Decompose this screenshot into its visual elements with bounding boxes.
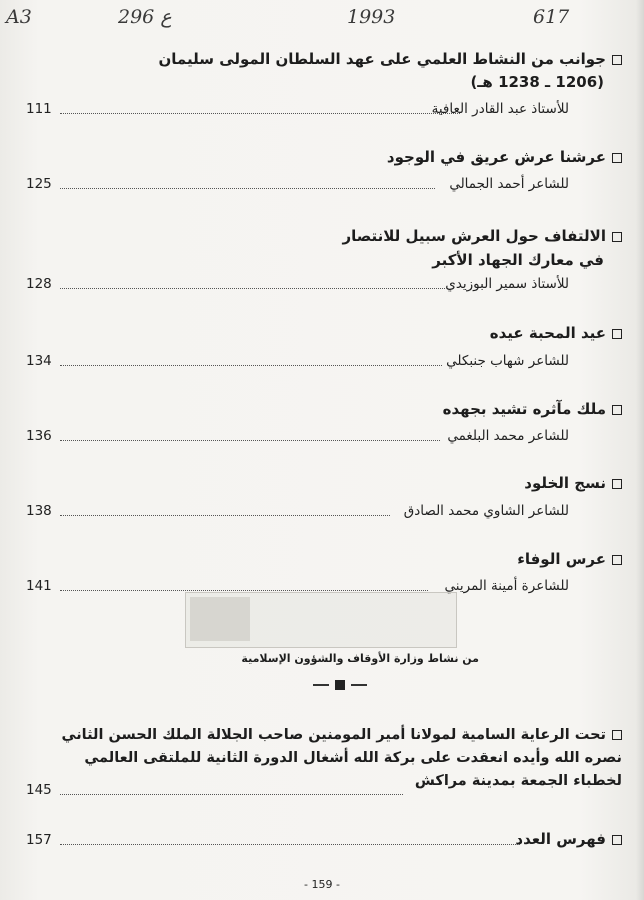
separator-bar-left [313,684,329,686]
bullet-square-icon [612,153,622,163]
bullet-square-icon [612,55,622,65]
toc-entry-title-line2: في معارك الجهاد الأكبر [432,251,604,269]
dot-leader [60,515,390,516]
section-heading: من نشاط وزارة الأوقاف والشؤون الإسلامية [241,652,479,665]
dot-leader [60,113,460,114]
bullet-square-icon [612,730,622,740]
dot-leader [60,365,442,366]
toc-page-number: 134 [26,353,52,369]
toc-page-number: 111 [26,101,52,117]
toc-author: للشاعرة أمينة المريني [444,578,569,594]
dot-leader [60,844,520,845]
toc-author-row [0,176,644,196]
toc-page-number: 138 [26,503,52,519]
activity-line: لخطباء الجمعة بمدينة مراكش [414,773,622,789]
toc-entry-title: نسج الخلود [524,474,622,492]
page-footer-number: - 159 - [304,878,340,891]
dot-leader [60,288,445,289]
toc-entry-title: الالتفاف حول العرش سبيل للانتصار في معارك الجهاد الأكبر [342,224,622,272]
toc-entry-title: ملك مآثره تشيد بجهده [443,400,622,418]
toc-page-number: 145 [26,782,52,798]
section-separator [313,678,367,692]
toc-author-row [0,503,644,523]
faded-stamp [185,592,457,648]
dot-leader [60,188,435,189]
bullet-square-icon [612,329,622,339]
toc-entry-title: عيد المحبة عيده [490,324,622,342]
toc-author: للأستاذ عبد القادر العافية [431,101,569,117]
bullet-square-icon [612,479,622,489]
toc-entry-title: عرشنا عرش عريق في الوجود [387,148,622,166]
toc-page-number: 128 [26,276,52,292]
toc-page-number: 136 [26,428,52,444]
bullet-square-icon [612,232,622,242]
toc-entry-title: جوانب من النشاط العلمي على عهد السلطان المولى سليمان (1206 ـ 1238 هـ) [159,48,623,94]
toc-page-number: 141 [26,578,52,594]
bullet-square-icon [612,555,622,565]
toc-author: للأستاذ سمير البوزيدي [445,276,569,292]
toc-author-row [0,276,644,296]
handwritten-note-left: A3 [6,6,32,28]
activity-line: نصره الله وأيده انعقدت على بركة الله أشغال الدورة الثانية للملتقى العالمي [84,750,622,766]
page-edge-shadow [636,0,644,900]
toc-author: للشاعر الشاوي محمد الصادق [403,503,569,519]
bullet-square-icon [612,405,622,415]
toc-entry-title: عرس الوفاء [517,550,622,568]
toc-author-row [0,353,644,373]
dot-leader [60,590,428,591]
index-entry-title: فهرس العدد [515,830,622,848]
handwritten-number: 617 [533,6,570,28]
toc-author: للشاعر أحمد الجمالي [449,176,569,192]
handwritten-year: 1993 [347,6,396,28]
toc-author: للشاعر محمد البلغمي [447,428,569,444]
index-page-row [0,832,644,852]
toc-entry-title-line2: (1206 ـ 1238 هـ) [470,73,604,91]
separator-square-icon [335,680,345,690]
stamp-emblem [190,597,250,641]
dot-leader [60,440,440,441]
activity-line: تحت الرعاية السامية لمولانا أمير المومنين صاحب الجلالة الملك الحسن الثاني [22,724,622,747]
dot-leader [60,794,403,795]
activity-page-row [0,782,644,802]
toc-author-row [0,101,644,121]
separator-bar-right [351,684,367,686]
toc-page-number: 157 [26,832,52,848]
toc-author: للشاعر شهاب جنبكلي [446,353,569,369]
toc-author-row [0,428,644,448]
toc-page-number: 125 [26,176,52,192]
handwritten-code: 296 ع [118,6,172,28]
